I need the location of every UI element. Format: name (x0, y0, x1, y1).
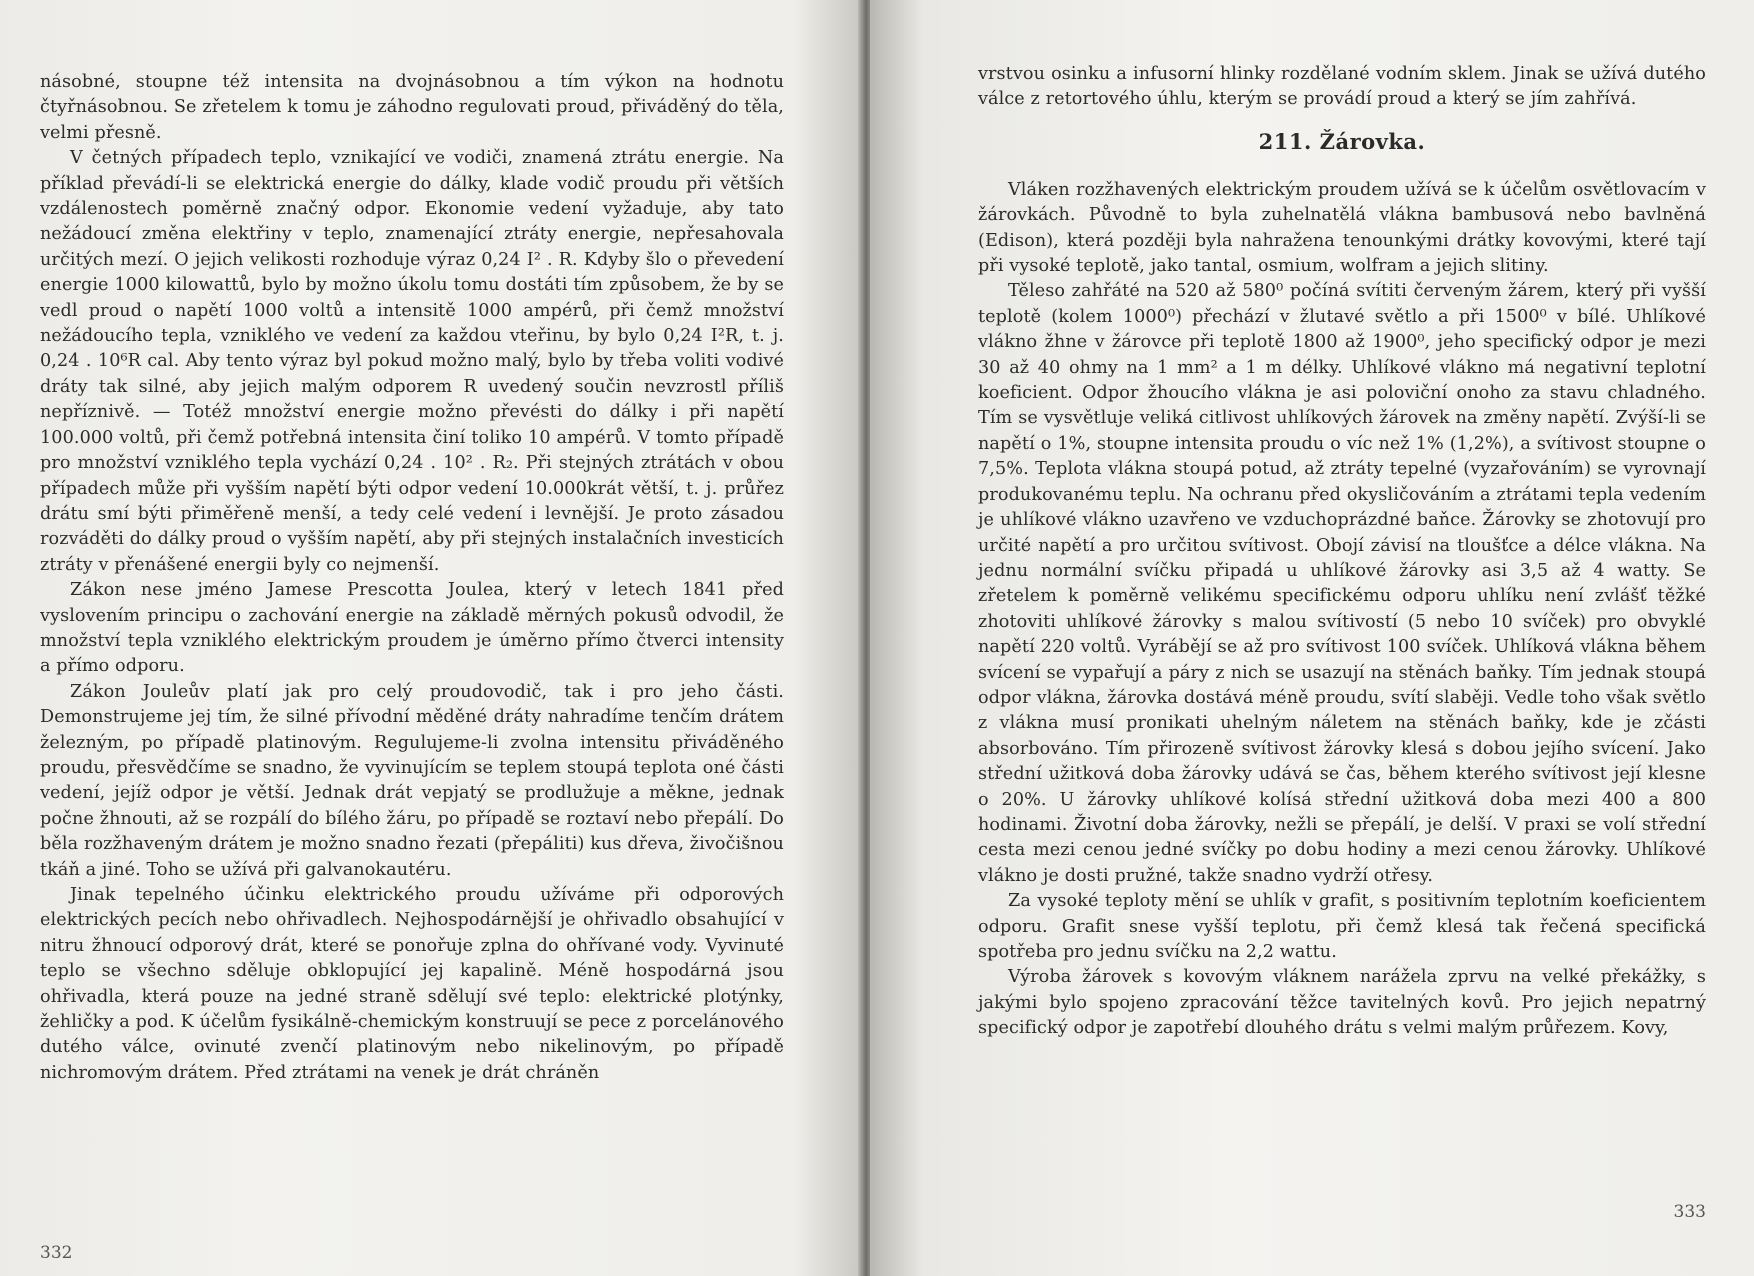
left-paragraph-5: Jinak tepelného účinku elektrického proudu užíváme při odporových elektrických pecích nebo ohřivadlech. Nejhospodárnější je ohřivadlo obsahující v nitru žhnoucí odporový drát, které se ponořuje zplna do ohřívané vody. Vyvinuté teplo se všechno sděluje obklopující jej kapalině. Méně hospodárná jsou ohřivadla, která pouze na jedné straně sdělují své teplo: elektrické plotýnky, žehličky a pod. K účelům fysikálně-chemickým konstruují se pece z porcelánového dutého válce, ovinuté zvenčí platinovým nebo nikelinovým, po případě nichromovým drátem. Před ztrátami na venek je drát chráněn (40, 885, 784, 1083)
left-page (0, 0, 862, 1276)
right-page (870, 0, 1754, 1276)
right-page-number: 333 (1673, 1202, 1706, 1222)
section-heading: 211. Žárovka. (1258, 128, 1426, 154)
left-paragraph-3: Zákon nese jméno Jamese Prescotta Joulea, který v letech 1841 před vyslovením principu o zachování energie na základě měrných pokusů odvodil, že množství tepla vzniklého elektrickým proudem je úměrno přímo čtverci intensity a přímo odporu. (40, 580, 784, 677)
left-paragraph-2: V četných případech teplo, vznikající ve vodiči, znamená ztrátu energie. Na příklad převádí-li se elektrická energie do dálky, klade vodič proudu při větších vzdálenostech poměrně značný odpor. Ekonomie vedení vyžaduje, aby tato nežádoucí změna elektřiny v teplo, znamenající ztráty energie, nepřesahovala určitých mezí. O jejich velikosti rozhoduje výraz 0,24 I² . R. Kdyby šlo o převedení energie 1000 kilowattů, bylo by možno úkolu tomu dostáti tím způsobem, že by se vedl proud o napětí 1000 voltů a intensitě 1000 ampérů, při čemž množství nežádoucího tepla, vzniklého ve vedení za každou vteřinu, by bylo 0,24 I²R, t. j. 0,24 . 10⁶R cal. Aby tento výraz byl pokud možno malý, bylo by třeba voliti vodivé dráty tak silné, aby jejich malým odporem R uvedený součin nevzrostl příliš nepříznivě. — Totéž množství energie možno převésti do dálky i při napětí 100.000 voltů, při čemž potřebná intensita činí toliko 10 ampérů. V tomto případě pro množství vzniklého tepla vychází 0,24 . 10² . R₂. Při stejných ztrátách v obou případech může při vyšším napětí býti odpor vedení 10.000krát větší, t. j. průřez drátu smí býti přiměřeně menší, a tedy celé vedení i levnější. Je proto zásadou rozváděti do dálky proud o vyšším napětí, aby při stejných instalačních investicích ztráty v přenášené energii byly co nejmenší. (40, 148, 784, 575)
right-paragraph-3: Za vysoké teploty mění se uhlík v grafit, s positivním teplotním koeficientem odporu. Grafit snese vyšší teplotu, při čemž klesá tak řečená specifická spotřeba pro jednu svíčku na 2,2 wattu. (978, 891, 1706, 962)
left-paragraph-1: násobné, stoupne též intensita na dvojnásobnou a tím výkon na hodnotu čtyřnásobnou. Se zřetelem k tomu je záhodno regulovati proud, přiváděný do těla, velmi přesně. (40, 72, 784, 143)
left-paragraph-4: Zákon Jouleův platí jak pro celý proudovodič, tak i pro jeho části. Demonstrujeme jej tím, že silné přívodní měděné dráty nahradíme tenčím drátem železným, po případě platinovým. Regulujeme-li zvolna intensitu přiváděného proudu, přesvědčíme se snadno, že vyvinujícím se teplem stoupá teplota oné části vedení, jejíž odpor je větší. Jednak drát vepjatý se prodlužuje a měkne, jednak počne žhnouti, až se rozpálí do bílého žáru, po případě se roztaví nebo přepálí. Do běla rozžhaveným drátem je možno snadno řezati (přepáliti) kus dřeva, živočišnou tkáň a jiné. Toho se užívá při galvanokautéru. (40, 681, 784, 880)
right-continuation: vrstvou osinku a infusorní hlinky rozdělané vodním sklem. Jinak se užívá dutého válce z retortového úhlu, kterým se provádí proud a který se jím zahřívá. (978, 64, 1706, 110)
left-page-number: 332 (40, 1243, 73, 1263)
right-paragraph-2: Těleso zahřáté na 520 až 580⁰ počíná svítiti červeným žárem, který při vyšší teplotě (kolem 1000⁰) přechází v žlutavé světlo a při 1500⁰ v bílé. Uhlíkové vlákno žhne v žárovce při teplotě 1800 až 1900⁰, jeho specifický odpor je mezi 30 až 40 ohmy na 1 mm² a 1 m délky. Uhlíkové vlákno má negativní teplotní koeficient. Odpor žhoucího vlákna je asi poloviční onoho za stavu chladného. Tím se vysvětluje veliká citlivost uhlíkových žárovek na změny napětí. Zvýší-li se napětí o 1%, stoupne intensita proudu o víc než 1% (1,2%), a svítivost stoupne o 7,5%. Teplota vlákna stoupá potud, až ztráty tepelné (vyzařováním) se vyrovnají produkovanému teplu. Na ochranu před okysličováním a ztrátami tepla vedením je uhlíkové vlákno uzavřeno ve vzduchoprázdné baňce. Žárovky se zhotovují pro určité napětí a pro určitou svítivost. Obojí závisí na tloušťce a délce vlákna. Na jednu normální svíčku připadá u uhlíkové žárovky asi 3,5 až 4 watty. Se zřetelem k poměrně velikému specifickému odporu uhlíku není zvlášť těžké zhotoviti uhlíkové žárovky s malou svítivostí (5 nebo 10 svíček) pro obvyklé napětí 220 voltů. Vyrábějí se až pro svítivost 100 svíček. Uhlíková vlákna během svícení se vypařují a páry z nich se usazují na stěnách baňky. Tím jednak stoupá odpor vlákna, žárovka dostává méně proudu, svítí slaběji. Vedle toho však světlo z vlákna musí pronikati uhelným náletem na stěnách baňky, kde je zčásti absorbováno. Tím přirozeně svítivost žárovky klesá s dobou jejího svícení. Jako střední užitková doba žárovky udává se čas, během kterého svítivost její klesne o 20%. U žárovky uhlíkové kolísá střední užitková doba mezi 400 a 800 hodinami. Životní doba žárovky, nežli se přepálí, je delší. V praxi se volí střední cesta mezi cenou jedné svíčky po dobu hodiny a mezi cenou žárovky. Uhlíkové vlákno je dosti pružné, takže snadno vydrží otřesy. (978, 281, 1706, 886)
right-paragraph-1: Vláken rozžhavených elektrickým proudem užívá se k účelům osvětlovacím v žárovkách. Původně to byla zuhelnatělá vlákna bambusová nebo bavlněná (Edison), která později byla nahražena tenounkými drátky kovovými, které tají při vysoké teplotě, jako tantal, osmium, wolfram a jejich slitiny. (978, 179, 1706, 277)
right-paragraph-4: Výroba žárovek s kovovým vláknem narážela zprvu na velké překážky, s jakými bylo spojeno zpracování těžce tavitelných kovů. Pro jejich nepatrný specifický odpor je zapotřebí dlouhého drátu s velmi malým průřezem. Kovy, (978, 967, 1706, 1039)
